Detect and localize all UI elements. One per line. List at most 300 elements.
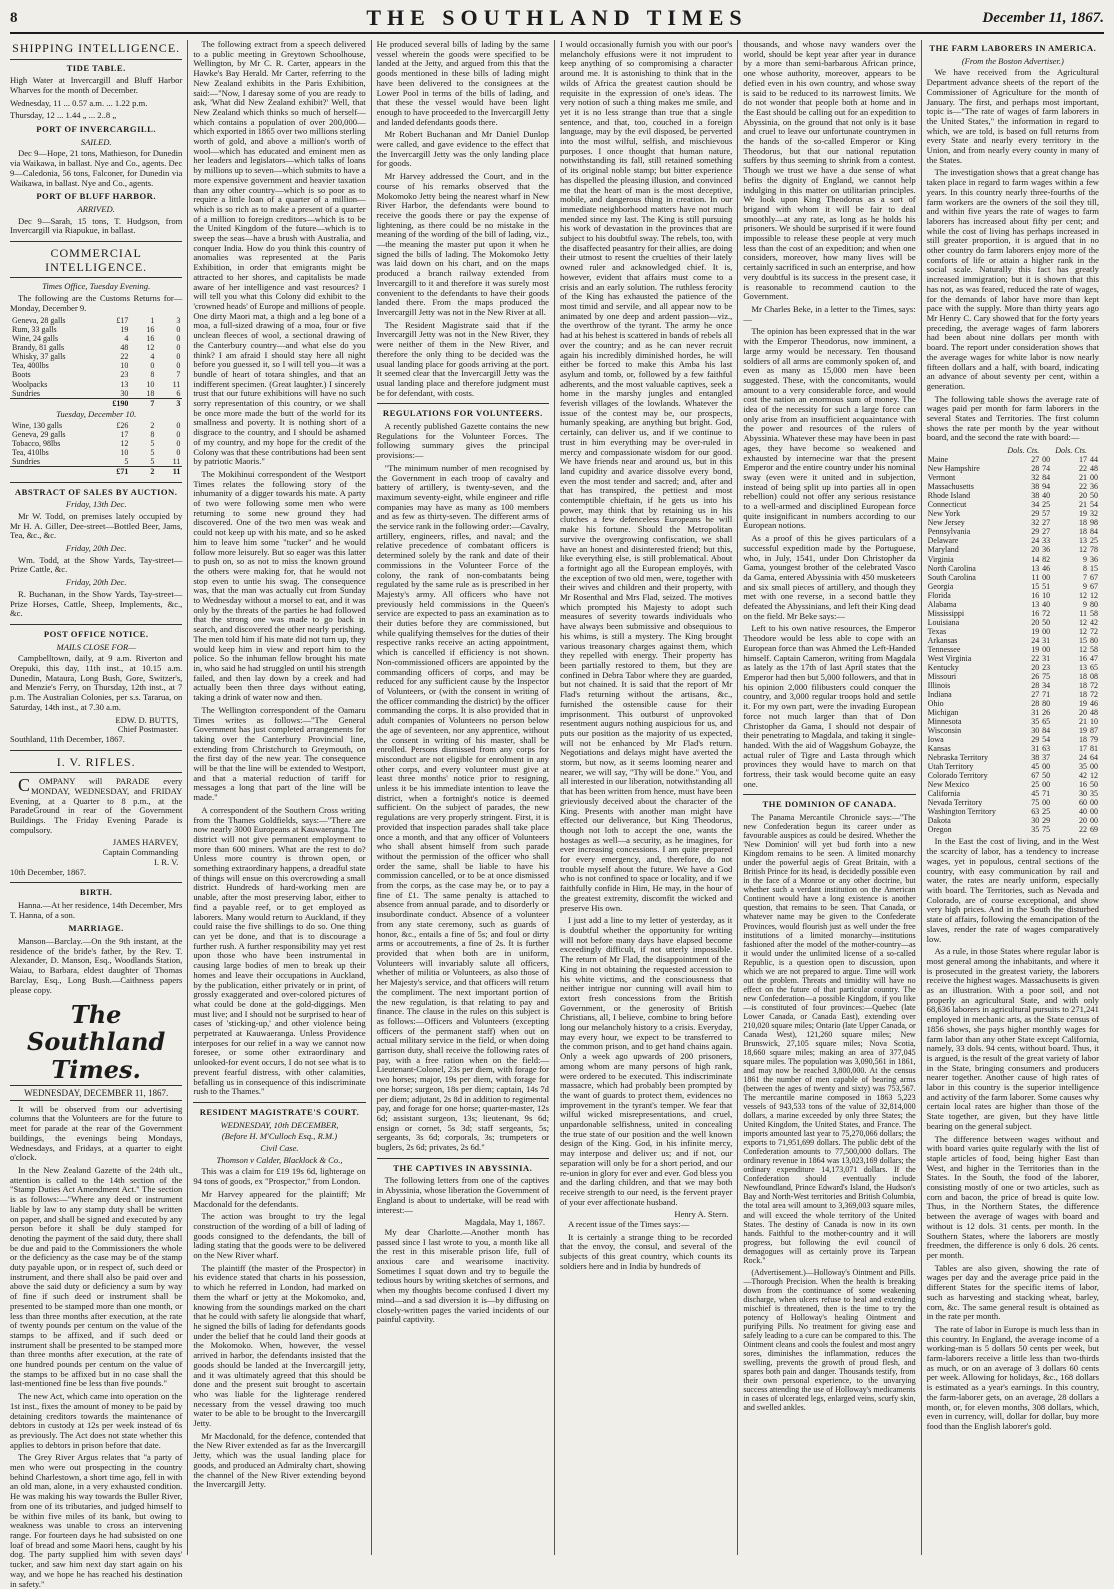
post-sub: MAILS CLOSE FOR— xyxy=(56,641,136,652)
returns-shillings: 12 xyxy=(146,343,155,353)
court-paragraph: This was a claim for £19 19s 6d, lighterage on 94 tons of goods, ex "Prospector," from London. xyxy=(193,1166,366,1187)
wages-row xyxy=(927,771,1099,780)
returns-pence: 0 xyxy=(176,439,181,449)
wages-state: Georgia xyxy=(927,581,954,591)
returns-row xyxy=(10,389,182,399)
wages-state: Illinois xyxy=(927,680,951,690)
wages-value: 75 xyxy=(1031,798,1040,808)
wages-state: Connecticut xyxy=(927,500,967,510)
wages-row xyxy=(927,825,1099,834)
wages-value: 50 xyxy=(1042,771,1051,781)
leader-paragraph: It will be observed from our advertising columns that the Volunteers are for the future to meet for parade at the rear of the Government buildings, the evenings being Mondays, Wednesdays, and Fridays, at a quarter to eight o'clock. xyxy=(10,1103,183,1163)
divider xyxy=(377,1158,549,1159)
rifles-date: 10th December, 1867. xyxy=(10,866,87,877)
wages-row xyxy=(927,473,1099,482)
wages-value: 26 xyxy=(1031,671,1040,681)
wages-value: 32 xyxy=(1031,473,1040,483)
returns-item: Tea, 410lbs xyxy=(12,448,49,458)
wages-value: 18 xyxy=(1079,680,1088,690)
wages-value: 30 xyxy=(1031,726,1040,736)
returns-item: Wine, 130 galls xyxy=(12,421,63,431)
rifles-signature-unit: I. R. V. xyxy=(154,856,179,867)
auction-date: Friday, 20th Dec. xyxy=(65,577,127,588)
returns-item: Woolpacks xyxy=(12,379,48,389)
wages-row xyxy=(927,627,1099,636)
farm-paragraph: We have received from the Agricultural Department advance sheets of the report of the Commissioner of Agriculture for the month of January. The first, and perhaps most important, topic is—"The rate of wages of farm laborers in the United States," the information in regard to which, we are told, is based on full returns from every State and nearly every territory in the Union, and from nearly every county in many of the States. xyxy=(926,67,1099,165)
court-paragraph: The Resident Magistrate said that if the Invercargill Jetty was not in the New River, they were neither of them in the New River, and therefore the only thing to be decided was the usual landing place for goods arriving at the port. It seemed clear that the Invercargill Jetty was the usual landing place and therefore judgment must be for defendant, with costs. xyxy=(376,319,549,398)
wages-value: 35 xyxy=(1031,825,1040,835)
auction-date: Friday, 20th Dec. xyxy=(65,543,127,554)
returns-row xyxy=(10,352,182,361)
wages-value: 84 xyxy=(1042,726,1051,736)
returns-pounds: 5 xyxy=(124,457,129,467)
wages-state: Ohio xyxy=(927,699,944,708)
returns-pounds: 12 xyxy=(120,439,129,449)
wages-value: 00 xyxy=(1089,762,1098,772)
wages-value: 12 xyxy=(1079,590,1088,600)
wages-value: 16 xyxy=(1031,608,1040,618)
tide-row: Wednesday, 11 ... 0.57 a.m. ... 1.22 p.m. xyxy=(10,97,148,108)
wages-value: 19 xyxy=(1079,699,1088,708)
wages-value: 00 xyxy=(1089,816,1098,826)
wages-value: 67 xyxy=(1089,572,1098,582)
wages-value: 22 xyxy=(1031,653,1040,663)
returns-shillings: 8 xyxy=(150,370,155,380)
leader-paragraph: The Grey River Argus relates that "a party of men who were out prospecting in the country behind Charlestown, a short time ago, fell in with an old man, alone, in a very exhausted condition. He was making his way towards the Buller River, from one of its tributaries, and judged himself to be within five miles of its bank, but owing to weakness was unable to cross an intervening range. For fourteen days he had subsisted on one loaf of bread and some Maori hens, caught by his dog. The party supplied him with seven days' tucker, and saw him next day start again on his way, and we hope he has reached his destination in safety." xyxy=(10,1452,183,1589)
wages-value: 18 xyxy=(1079,735,1088,745)
returns-item xyxy=(10,467,104,477)
wages-value: 35 xyxy=(1089,789,1098,799)
wages-value: 58 xyxy=(1089,644,1098,654)
wages-value: 94 xyxy=(1042,482,1051,492)
tide-table-heading: TIDE TABLE. xyxy=(66,62,126,73)
wages-value: 82 xyxy=(1042,554,1051,564)
wages-value: 87 xyxy=(1089,726,1098,736)
wages-value: 22 xyxy=(1079,825,1088,835)
issue-date: December 11, 1867. xyxy=(982,10,1104,26)
wages-state: Virginia xyxy=(927,554,954,564)
arrived-text: Dec 9—Sarah, 15 tons, T. Hudgson, from Invercargill via Riapukue, in ballast. xyxy=(10,215,183,236)
column-4 xyxy=(555,40,738,1555)
returns-pence: 7 xyxy=(176,370,181,380)
shipping-heading: SHIPPING INTELLIGENCE. xyxy=(10,42,182,60)
wages-value: 8 xyxy=(1083,563,1088,573)
returns-shillings: 10 xyxy=(146,379,155,389)
returns-pence: 3 xyxy=(176,316,181,326)
wages-row xyxy=(927,491,1099,500)
wages-value: 65 xyxy=(1089,662,1098,672)
returns-pence: 0 xyxy=(176,361,181,371)
auction-item: R. Buchanan, in the Show Yards, Tay-street—Prize Horses, Cattle, Sheep, Implements, &c., &c. xyxy=(10,588,183,619)
wages-header-row xyxy=(927,446,1099,455)
wages-value: 29 xyxy=(1031,735,1040,745)
farm-paragraph: The difference between wages without and with board varies quite regularly with the list of staple articles of food, being higher East than West, and higher in the Territories than in the States. In the South, the food of the laborer, consisting mostly of one or two articles, such as corn and bacon, the price of bread is quite low. Thus, in the Northern States, the difference between the average of wages with board and without is 12 dols. 31 cents. per month. In the Southern States, where the laborers are mostly freedmen, the difference is only 6 dols. 26 cents. per month. xyxy=(926,1133,1099,1260)
returns-pence: 0 xyxy=(176,448,181,458)
column-3 xyxy=(372,40,555,1555)
farm-paragraph: The investigation shows that a great change has taken place in regard to farm wages within a few years. In this country nearly three-fourths of the farm workers are the owners of the soil they till, and within five years the rate of wages to farm laborers has increased about fifty per cent; and while the cost of living has perhaps increased in still greater proportion, it is argued that in no other country do farm laborers enjoy more of the comforts of life or attain a higher rank in the social scale. Naturally this fact has greatly increased immigration; but it is shown that this has not, as was feared, reduced the rate of wages, for the demands of labor have more than kept pace with the supply. More than thirty years ago Mr Henry C. Cary showed that for the forty years preceding, the average wages of farm laborers had been about nine dollars per month with board. The report under consideration shows that the average wages for white labor is now nearly fifteen dollars and a half, with board, indicating an advance of about seventy per cent, within a generation. xyxy=(926,167,1099,391)
wages-value: 81 xyxy=(1089,744,1098,754)
wages-header-cell xyxy=(927,446,1004,455)
sailed-label: SAILED. xyxy=(80,136,112,147)
wages-value: 69 xyxy=(1089,825,1098,835)
wages-value: 80 xyxy=(1089,599,1098,609)
wages-row xyxy=(927,518,1099,527)
returns-shillings: 18 xyxy=(146,388,155,398)
marriage-heading: MARRIAGE. xyxy=(68,923,124,934)
masthead xyxy=(10,6,1104,34)
wages-value: 80 xyxy=(1042,699,1051,708)
wages-row xyxy=(927,753,1099,762)
divider xyxy=(10,241,182,242)
wages-value: 29 xyxy=(1031,509,1040,519)
divider xyxy=(743,794,915,795)
wages-value: 13 xyxy=(1031,563,1040,573)
returns-pounds: 22 xyxy=(120,352,129,362)
wages-value: 21 xyxy=(1079,500,1088,510)
wages-value: 27 xyxy=(1031,455,1040,465)
wages-state: West Virginia xyxy=(927,653,972,663)
wages-value: 34 xyxy=(1042,680,1051,690)
birth-heading: BIRTH. xyxy=(79,887,113,898)
wages-value: 75 xyxy=(1042,671,1051,681)
wages-row xyxy=(927,654,1099,663)
returns-row xyxy=(10,430,182,439)
wages-value: 72 xyxy=(1089,626,1098,636)
wages-value: 35 xyxy=(1031,717,1040,727)
wages-value: 31 xyxy=(1031,708,1040,718)
wages-state: New Jersey xyxy=(927,518,965,528)
returns-pounds: 48 xyxy=(120,343,129,353)
dominion-paragraph: The Panama Mercantile Chronicle says:—"The new Confederation begun its career under as favourable auspices as could be desired. Whether the 'New Dominion' will yet bud forth into a new Kingdom remains to be seen. A limited monarchy under the powerful aegis of Great Britain, with a British Prince for its head, is decidedly possible even in the face of a Monroe or any other doctrine, but whether such a verdant institution on the American Continent would have a long existence is another question, that remains to be seen. That Canada, or whatever name may be given to the Confederate Provinces, would flourish just as well under the free institutions of a limited monarchy—institutions fashioned after the model of the mother-country—as it would under the unlimited license of a so-called Republic, is a question open to discussion, upon which we are not prepared to argue. Time will work out the problem. Threats and timidity will have no effect on the future of that particular country. The new Confederation—a possible Kingdom, if you like—is constituted of four provinces:—Quebec (late Lower Canada, or Canada East), extending over 210,020 square miles; Ontario (late Upper Canada, or Canada West), 121,260 square miles; New Brunswick, 27,105 square miles; Nova Scotia, 18,660 square miles; making an area of 377,045 square miles. The population was 3,090,561 in 1861, and may now be reached 3,800,000. At the census 1861 the number of men capable of bearing arms (between the ages of twenty and sixty) was 753,567. The mercantile marine composed in 1863 5,223 vessels of 943,533 tons of the value of 32,814,000 dollars, a marine exceeded by only three States; the United Kingdom, the United States, and France. The imports amounted last year to 75,270,066 dollars; the exports to 71,951,699 dollars. The public debt of the Confederation amounts to 77,500,000 dollars. The ordinary revenue in 1864 was 13,023,169 dollars; the ordinary expenditure 14,173,071 dollars. If the Confederation should eventually include Newfoundland, Prince Edward's Island, the Hudson's Bay and North-West territories and British Columbia, the total area will amount to 3,369,003 square miles, and will exceed the whole territory of the United States. The destiny of Canada is now in its own hands. Faithful to the mother-country and it will progress, but following the evil council of demagogues will as certainly prove its Tarpean Rock." xyxy=(743,813,916,1265)
wages-value: 19 xyxy=(1031,626,1040,636)
rifles-heading: I. V. RIFLES. xyxy=(10,756,182,774)
post-text: Campbelltown, daily, at 9 a.m. Riverton and Orepuki, this day, 11th inst., at 10.15 a.m. Dunedin, Mataura, Long Bush, Gore, Switzer's, and Menzie's Ferry, on Thursday, 12th inst., at 7 p.m. The Australian Colonies, per s.s. Tararua, on Saturday, 14th inst., at 7.30 a.m. xyxy=(10,653,183,712)
wages-value: 32 xyxy=(1031,518,1040,528)
wages-value: 78 xyxy=(1089,545,1098,555)
leader-paragraph: In the New Zealand Gazette of the 24th ult., attention is called to the 14th section of the "Stamp Duties Act Amendment Act." The section is as follows:—"Where any deed or instrument liable by law to any stamp duty shall be written on paper, and shall be signed and executed by any person before it shall be duly stamped for denoting the payment of the said duty, there shall be due and paid to the Commissioners the whole or the deficiency as the case may be of the stamp duty payable upon, or in respect of, such deed or instrument, and there shall also be paid over and above the said duty or deficiency a sum by way of fine if such deed or instrument shall be presented to be stamped more than one month, or less than three months after execution, at the rate of twenty pounds per centum on the value of the stamps to be affixed, and if such deed or instrument shall be presented to be stamped more than three months after execution, at the rate of one hundred pounds per centum on the value of the stamps to be affixed but in no case shall the last-mentioned fine be less than five pounds." xyxy=(10,1164,183,1389)
marriage-notice: Manson—Barclay.—On the 9th instant, at the residence of the bride's father, by the Rev. T. Alexander, D. Manson, Esq., Woodlands Station, Waiau, to Barbara, eldest daughter of Thomas Barclay, Esq., Long Bush.—Caithness papers please copy. xyxy=(10,936,183,995)
wages-value: 24 xyxy=(1031,635,1040,645)
returns-shillings: 7 xyxy=(130,398,156,408)
wages-value: 32 xyxy=(1089,509,1098,519)
wages-row xyxy=(927,455,1099,464)
volunteers-paragraph: "The minimum number of men recognised by the Government in each troop of cavalry and battery of artillery, is twenty-seven, and the maximum seventy-eight, while engineer and rifle companies may have as many as 100 members and as few as thirty-seven. The different arms of the service rank in the following order:—Cavalry, artillery, engineers, rifles, and naval; and the relative precedence of combatant officers is determined solely by the rank and date of their commissions in the Volunteer Force of the colony, the rank of non-combatants being regulated by the same rule as is prescribed in her Majesty's army. All officers who have not previously held commissions in the Queen's service are expected to pass an examination as to their duties before they are commissioned, but while qualifying themselves for the duties of their respective ranks receive an acting appointment, which is cancelled if efficiency is not shown. Non-commissioned officers are appointed by the commanding officers of corps, and may be reduced for any sufficient cause by the Inspector of Volunteers, or (with the consent in writing of the officer commanding the district) by the officer commanding the corps. It is also provided that in adult companies of Volunteers no person below the age of seventeen, nor any apprentice, without the consent in writing of his master, shall be enrolled. Persons dismissed from any corps for misconduct are not eligible for enrolment in any other corps, and every volunteer must give at least three months' notice prior to resigning, unless it be his immediate intention to leave the district, when a fortnight's notice is deemed sufficient. On the subject of parades, the new regulations are very properly stringent. First, it is provided that inspection parades shall take place once a month, and that any officer of Volunteers who shall absent himself from such parade without the permission of the officer who shall order the same, shall be liable to have his commission cancelled, or to be at once dismissed from the corps, as the case may be, or to pay a fine of £1. The same penalty is attached to absence from annual parade, and to disorderly or insubordinate conduct. Absence of a volunteer from any state ceremony, such as guards of honor, &c., entails a fine of 5s; and foul or dirty arms or accoutrements, a fine of 2s. It is further provided that when both are in uniform, Volunteers will invariably salute all officers, whether of militia or Volunteers, as also those of her Majesty's service, and that officers will return the compliment. The next important portion of the new regulation, is that relating to pay and finance. The clause in the rules on this subject is as follows:—Officers and Volunteers (excepting officers of the permanent staff) when out on actual military service in the field, or when doing garrison duty, shall receive the following rates of pay, with a free ration when on the field:—Lieutenant-Colonel, 23s per diem, with forage for two horses; major, 19s per diem, with forage for one horse; surgeon, 18s per diem; captain, 14s 7d per diem; adjutant, 2s 8d in addition to regimental pay, and forage for one horse; quarter-master, 12s 6d; assistant surgeon, 13s; lieutenant, 9s 6d; ensign or cornet, 5s 3d; staff sergeants, 5s; sergeants, 3s 6d; corporals, 3s; trumpeters or buglers, 2s 6d; privates, 2s 6d." xyxy=(376,462,549,1153)
returns-pence: 11 xyxy=(172,379,181,389)
wages-value: 46 xyxy=(1089,699,1098,708)
wages-value: 30 xyxy=(1079,789,1088,799)
auction-date: Friday, 13th Dec. xyxy=(65,499,127,510)
wages-value: 79 xyxy=(1089,735,1098,745)
wages-value: 10 xyxy=(1089,717,1098,727)
returns-pounds: 10 xyxy=(120,361,129,371)
rifles-signature: JAMES HARVEY, xyxy=(112,837,179,848)
returns-shillings: 2 xyxy=(130,467,156,477)
wages-table xyxy=(927,446,1099,834)
wages-value: 00 xyxy=(1089,798,1098,808)
sailed-text: Dec 9—Hope, 21 tons, Mathieson, for Dunedin via Waikawa, in ballast. Nye and Co., agents. Dec 9—Caledonia, 56 tons, Falconer, for Dunedin via Waikawa, in ballast. Nye and Co., agents. xyxy=(10,148,183,188)
wages-header-cell: Dols. Cts. xyxy=(1055,446,1088,456)
returns-row xyxy=(10,448,182,457)
captives-intro: The following letters from one of the captives in Abyssinia, whose liberation the Government of England is about to undertake, will be read with interest:— xyxy=(376,1175,549,1215)
wages-state: Nevada Territory xyxy=(927,798,983,808)
wages-value: 72 xyxy=(1089,680,1098,690)
tuesday-label: Tuesday, December 10. xyxy=(56,408,137,419)
wages-value: 63 xyxy=(1031,807,1040,817)
returns-pounds: £17 xyxy=(116,316,129,326)
wages-value: 44 xyxy=(1089,455,1098,465)
wages-value: 08 xyxy=(1089,671,1098,681)
wages-value: 21 xyxy=(1079,717,1088,727)
wages-value: 12 xyxy=(1079,626,1088,636)
volunteers-heading: REGULATIONS FOR VOLUNTEERS. xyxy=(382,408,543,419)
wages-row xyxy=(927,681,1099,690)
wages-state: Michigan xyxy=(927,708,959,718)
wages-value: 20 xyxy=(1079,708,1088,718)
wages-state: Oregon xyxy=(927,825,952,835)
wages-value: 35 xyxy=(1079,762,1088,772)
letter-paragraph: I just add a line to my letter of yesterday, as it is doubtful whether the opportunity for writing will not before many days have elapsed become exceedingly difficult, if not utterly impossible. The return of Mr Flad, the disappointment of the King in not obtaining the requested accession to his white victims, and the consciousness that neither intrigue nor cunning will avail him to extort fresh concessions from the British Government, or the generosity of British Christians, all, I believe, combine to bring before long our melancholy history to a crisis. Everyday, may every hour, we expect to be transferred to the common prison, and to get hand chains again. Only a week ago upwards of 200 prisoners, among whom are many persons of high rank, were ordered to be executed. This indiscriminate massacre, which had probably been prompted by the want of guards to protect them, evidences no improvement in the tyrant's temper. We fear that wilful wicked misrepresentations, and cruel, unpardonable selfishness, united in concealing the true state of our position and the well known design of the King. God, in his infinite mercy, may interpose and deliver us; and if not, our separation will only be for a short period, and our re-union in glory for ever and ever. God bless you and the darling children, and that we may both receive strength to our need, is the fervent prayer of your ever affectionate husband. xyxy=(559,915,733,1207)
divider xyxy=(10,750,182,751)
wages-value: 10 xyxy=(1042,590,1051,600)
wages-value: 25 xyxy=(1031,780,1040,790)
wages-value: 7 xyxy=(1083,572,1088,582)
newspaper-flag: The Southland Times. xyxy=(27,1000,166,1084)
times-office: Times Office, Tuesday Evening. xyxy=(42,281,151,292)
wages-value: 17 xyxy=(1079,744,1088,754)
wages-value: 74 xyxy=(1042,464,1051,474)
returns-pounds: 30 xyxy=(120,388,129,398)
wages-row xyxy=(927,536,1099,545)
returns-pence: 0 xyxy=(176,352,181,362)
wages-value: 25 xyxy=(1089,536,1098,546)
wages-value: 12 xyxy=(1089,590,1098,600)
wages-value: 16 xyxy=(1079,780,1088,790)
wages-value: 27 xyxy=(1042,518,1051,528)
wages-value: 29 xyxy=(1042,816,1051,826)
wages-value: 36 xyxy=(1089,554,1098,564)
wages-value: 51 xyxy=(1042,581,1051,591)
wages-value: 45 xyxy=(1031,762,1040,772)
wages-row xyxy=(927,807,1099,816)
wages-state: Maryland xyxy=(927,545,959,555)
post-office-heading: POST OFFICE NOTICE. xyxy=(43,628,149,639)
returns-pounds: £26 xyxy=(116,421,129,431)
wages-value: 28 xyxy=(1031,699,1040,708)
wages-state: Vermont xyxy=(927,473,956,483)
court-paragraph: Mr Harvey addressed the Court, and in the course of his remarks observed that the Mokomoko Jetty being the nearest wharf in New River Harbor, the defendants were bound to receive the goods there or pay the expense of lightening, as there could be no mistake in the meaning of the wording of the bill of lading, viz.,—the meaning the master put upon it when he signed the bills of lading. The Mokomoko Jetty was laid down on his chart, and on the maps produced a branch railway extended from Invercargill to it and therefore it was surely most convenient to the defendants to have their goods landed there. From the maps produced the Invercargill Jetty was not in the New River at all. xyxy=(376,171,549,317)
rifles-signature-title: Captain Commanding xyxy=(102,847,179,858)
wages-value: 72 xyxy=(1042,608,1051,618)
wages-state: Florida xyxy=(927,590,951,600)
returns-row xyxy=(10,439,182,448)
wages-row xyxy=(927,708,1099,717)
wages-value: 54 xyxy=(1089,500,1098,510)
wages-row xyxy=(927,527,1099,536)
wages-value: 19 xyxy=(1079,509,1088,519)
wages-value: 00 xyxy=(1042,798,1051,808)
wages-value: 9 xyxy=(1083,581,1088,591)
wages-value: 13 xyxy=(1079,536,1088,546)
port-bluff-heading: PORT OF BLUFF HARBOR. xyxy=(36,191,157,202)
divider xyxy=(377,403,549,404)
returns-pounds: £71 xyxy=(104,467,130,477)
returns-item: Rum, 33 galls xyxy=(12,325,57,335)
returns-item: Wine, 24 galls xyxy=(12,334,59,344)
farm-paragraph: Tables are also given, showing the rate of wages per day and the average price paid in the different States for the specific items of labor, such as harvesting and stacking wheat, barley, corn, &c. The same general result is obtained as in the rate per month. xyxy=(926,1262,1099,1322)
wages-value: 12 xyxy=(1079,617,1088,627)
wages-value: 24 xyxy=(1031,536,1040,546)
auction-item: Wm. Todd, at the Show Yards, Tay-street—Prize Cattle, &c. xyxy=(10,554,183,575)
wages-row xyxy=(927,744,1099,753)
wages-value: 25 xyxy=(1042,500,1051,510)
wages-value: 14 xyxy=(1031,554,1040,564)
wages-value: 15 xyxy=(1031,581,1040,591)
wages-value: 18 xyxy=(1079,689,1088,699)
court-paragraph: He produced several bills of lading by the same vessel wherein the goods were specified to be landed at the Jetty, and argued from this that the goods mentioned in these bills of lading might have been delivered to the consignees at the Lower Pool in terms of the bills of lading, and that these the vessel would have been light enough to have proceeded to the Invercargill Jetty and landed defendants goods there. xyxy=(376,39,549,127)
returns-pence: 3 xyxy=(156,398,182,408)
wages-value: 42 xyxy=(1089,617,1098,627)
wages-value: 38 xyxy=(1031,753,1040,763)
wages-row xyxy=(927,816,1099,825)
returns-row xyxy=(10,361,182,370)
wages-value: 63 xyxy=(1042,744,1051,754)
dominion-heading: THE DOMINION OF CANADA. xyxy=(762,799,897,810)
returns-item: Geneva, 29 galls xyxy=(12,430,66,440)
wages-value: 40 xyxy=(1042,599,1051,609)
wages-value: 11 xyxy=(1031,572,1040,582)
wages-value: 12 xyxy=(1089,771,1098,781)
returns-pence: 0 xyxy=(176,343,181,353)
returns-item xyxy=(10,398,104,408)
wages-row xyxy=(927,591,1099,600)
wages-value: 42 xyxy=(1079,771,1088,781)
returns-shillings: 1 xyxy=(150,316,155,326)
wages-value: 20 xyxy=(1031,617,1040,627)
returns-pounds: 19 xyxy=(120,325,129,335)
court-paragraph: Mr Robert Buchanan and Mr Daniel Dunlop were called, and gave evidence to the effect that the Invercargill Jetty was the only landing place for goods. xyxy=(376,129,549,169)
wages-row xyxy=(927,663,1099,672)
wages-state: North Carolina xyxy=(927,563,976,573)
wages-value: 15 xyxy=(1079,635,1088,645)
wages-value: 9 xyxy=(1083,554,1088,564)
wages-state: Minnesota xyxy=(927,717,962,727)
court-date: WEDNESDAY, 10th DECEMBER, xyxy=(220,1119,339,1130)
wages-value: 48 xyxy=(1089,464,1098,474)
post-signature: EDW. D. BUTTS, xyxy=(115,714,179,725)
returns-shillings: 8 xyxy=(150,430,155,440)
wages-row xyxy=(927,609,1099,618)
arrived-label: ARRIVED. xyxy=(77,203,115,214)
wages-state: Indiana xyxy=(927,689,952,699)
farm-paragraph: In the East the cost of living, and in the West the scarcity of labor, has a tendency to increase wages, yet in populous, central sections of the country, with easy communication by rail and water, the rates are nearly uniform, especially with board. The Territories, such as Nevada and Colorado, are of course exceptional, and show very high prices. And in the South the disturbed state of affairs, following the emancipation of the slaves, render the rate of wages comparatively low. xyxy=(926,836,1099,944)
wages-value: 22 xyxy=(1079,464,1088,474)
wages-value: 27 xyxy=(1042,527,1051,537)
captives-letter-date: Magdala, May 1, 1867. xyxy=(464,1217,545,1228)
wages-header-cell xyxy=(1040,446,1051,455)
article-paragraph: thousands, and whose navy wanders over the world, should be kept year after year in durance by a more than semi-barbarous African prince, one whose authority, moreover, appears to be defied even in his own country, and whose sway is said to be reduced to its narrowest limits. We do not wonder that people both at home and in the East should be calling out for an expedition to Abyssinia, on the ground that not only is it base and cruel to leave our unfortunate countrymen in the hands of the so-called Emperor or King Theodorus, but that our national reputation suffers by thus seeming to shrink from a contest. Though we trust we have a due sense of what befits the dignity of England, we cannot help indulging in this matter on utilitarian principles. We look upon King Theodorus as a sort of brigand with whom it will be fair to deal smoothly—at any rate, as long as he holds his prisoners. We should be surprised if it were found impossible to release these people at very much less than the cost of an expedition; and when one considers, moreover, how many lives will be certainly sacrificed in such an enterprise, and how very doubtful is its success in the present case, it is reasonable to recommend caution to the Government. xyxy=(743,39,916,302)
wages-row xyxy=(927,509,1099,518)
wages-value: 12 xyxy=(1079,644,1088,654)
wages-value: 00 xyxy=(1089,473,1098,483)
returns-item: Tobacco, 98lbs xyxy=(12,439,61,449)
returns-item: Tea, 400lbs xyxy=(12,361,49,371)
wages-value: 34 xyxy=(1031,500,1040,510)
times-says: A recent issue of the Times says:— xyxy=(567,1219,690,1230)
court-paragraph: Mr Harvey appeared for the plaintiff; Mr Macdonald for the defendants. xyxy=(193,1188,366,1209)
court-paragraph: The plaintiff (the master of the Prospector) in his evidence stated that charts in his possession, to which he referred in London, had marked on them the wharf or jetty at the Mokomoko, and, knowing from the soundings marked on the chart that he could with safety lie alongside that wharf, he signed the bills of lading for defendants goods under the belief that he could land their goods at the Mokomoko. When, however, the vessel arrived in harbor, the defendants insisted that the goods should be landed at the Invercargill jetty, and it was ultimately agreed that this should be done and the present suit brought to ascertain who was liable for the lighterage rendered necessary from the vessel drawing too much water to be able to be brought to the Invercargill Jetty. xyxy=(193,1262,366,1429)
wages-row xyxy=(927,717,1099,726)
column-1 xyxy=(10,40,188,1589)
wages-value: 31 xyxy=(1042,653,1051,663)
article-paragraph: A correspondent of the Southern Cross writing from the Thames Goldfields, says:—"There are now nearly 3000 Europeans at Kauwaeranga. The district will not give permanent employment to more than 600 miners. What are the rest to do? Unless more country is thrown open, or something extraordinary happens, a dreadful state of things will ensue on this overcrowding a small district. Hundreds of hard-working men are unable, after the most preserving labor, either to find a payable reef, or to get employed as laborers. Many would return to Auckland, if they could raise the five shillings to do so. One thing can yet be done, and that is to discourage a further rush. A further responsibility may yet rest upon those who have been instrumental in causing large bodies of men to break up their homes and leave their occupations in Auckland, by the publication, either privately or in print, of grossly exaggerated and over-colored pictures of what could be done at the gold-diggings. Men must live; and I should not be surprised to hear of cases of 'sticking-up,' and other violence being perpetrated at Kauwaeranga. Unless Providence interposes for our relief in a way we cannot now foresee, or some other extraordinary and unlooked-for event occurs, I do not see what is to prevent fearful distress, with other calamities, befalling us in consequence of this indiscriminate rush to the Thames." xyxy=(193,804,366,1097)
returns-item: Boots xyxy=(12,370,31,380)
wages-value: 36 xyxy=(1089,482,1098,492)
wages-value: 18 xyxy=(1079,518,1088,528)
wages-value: 18 xyxy=(1079,527,1088,537)
birth-notice: Hanna.—At her residence, 14th December, Mrs T. Hanna, of a son. xyxy=(10,899,183,920)
wages-value: 64 xyxy=(1089,753,1098,763)
returns-pounds: 4 xyxy=(124,334,129,344)
returns-row xyxy=(10,380,182,389)
wages-state: Pennsylvania xyxy=(927,527,971,537)
wages-value: 15 xyxy=(1089,563,1098,573)
wages-value: 23 xyxy=(1042,662,1051,672)
wages-value: 65 xyxy=(1042,717,1051,727)
wages-row xyxy=(927,573,1099,582)
wages-value: 17 xyxy=(1079,455,1088,465)
wages-value: 20 xyxy=(1079,491,1088,501)
wages-row xyxy=(927,545,1099,554)
wages-row xyxy=(927,735,1099,744)
captives-heading: THE CAPTIVES IN ABYSSINIA. xyxy=(393,1162,533,1173)
returns-row xyxy=(10,343,182,352)
wages-value: 50 xyxy=(1089,491,1098,501)
wages-value: 26 xyxy=(1042,708,1051,718)
returns-item: Whisky, 37 galls xyxy=(12,352,66,362)
returns-pence: 0 xyxy=(176,334,181,344)
wages-value: 24 xyxy=(1079,753,1088,763)
wages-value: 00 xyxy=(1042,780,1051,790)
wages-header-cell xyxy=(1088,446,1099,455)
returns-item: Sundries xyxy=(12,457,40,467)
wages-row xyxy=(927,762,1099,771)
wages-row xyxy=(927,636,1099,645)
wages-value: 00 xyxy=(1042,455,1051,465)
times-paragraph: It is certainly a strange thing to be recorded that the envoy, the consul, and several of the subjects of this great country, which counts its soldiers here and in India by hundreds of xyxy=(559,1231,733,1271)
article-paragraph: Left to his own native resources, the Emperor Theodore would be less able to cope with an European force than was Ahmed the Left-Handed himself. Captain Cameron, writing from Magdala as lately as the 17th of last April states that the Emperor had then but 5,000 followers, and that in his opinion 2,000 filibusters could conquer the country, and 3,000 regular troops hold and settle it. For my own part, were the invading European force not much larger than that of Don Christopher da Gama, I should not despair of their penetrating to Magdala, and taking it single-handed. With the aid of Waggshum Gobayze, the actual ruler of Tigre and Lasta through which provinces they would have to march on that fortress, their task would become quite an easy one. xyxy=(743,623,916,789)
wages-state: Maine xyxy=(927,455,949,465)
returns-pounds: 23 xyxy=(120,370,129,380)
wages-value: 13 xyxy=(1079,662,1088,672)
wages-row xyxy=(927,464,1099,473)
wages-row xyxy=(927,482,1099,491)
post-date: Southland, 11th December, 1867. xyxy=(10,733,125,744)
wages-state: Missouri xyxy=(927,671,957,681)
returns-shillings: 16 xyxy=(146,325,155,335)
wages-value: 00 xyxy=(1042,762,1051,772)
article-paragraph: The following extract from a speech delivered to a public meeting in Greytown Schoolhouse, Wellington, by Mr C. R. Carter, appears in the Hawke's Bay Herald. Mr Carter, referring to the New Zealand exhibits in the Paris Exhibition, said:—"Now, I daresay some of you are ready to ask, 'What did New Zealand exhibit?' Well, that New Zealand which thinks so much of herself—which contains a population of over 200,000—which exported in 1865 over two millions sterling worth of gold, and above a million's worth of wool—which has educated and eminent men as her leaders and legislators—which talks of loans by millions up to seven—which submits to have a more expensive government and heavier taxation than any other country—which is so poor as to require a little loan of a quarter of a million—which is so rich as to make a present of a quarter of a million to foreign creditors—which is to be the United Kingdom of the future—which is to sweep the seas—have a brush with Australia, and conquer India. How do you think this country of anomalies was represented at the Paris Exhibition, in order that emigrants might be attracted to her shores, and capitalists be made aware of her intelligence and vast resources? I will tell you what this Colony did exhibit to the 'crowned heads' of Europe and millions of people. One dirty Maori mat, a thigh and a leg bone of a moa, a full-sized drawing of a moa, four or five unclean fleeces of wool, a sectional drawing of the Canterbury country—and what else do you think? I am afraid I should stay here all night before you guessed it, so I will tell you—it was a bundle of heart of totara shingles, and that an indifferent specimen. (Great laughter.) I sincerely trust that our future exhibitions will have no such sorry representation of this country, or we shall be once more made the butt of the world for its smallness and poverty. It is nothing short of a disgrace to the country, and I should be ashamed of my country, and my hope for the credit of the Colony was that these contributions had been sent by patriotic Maoris." xyxy=(193,39,366,467)
auction-heading: ABSTRACT OF SALES BY AUCTION. xyxy=(14,486,178,497)
returns-pence: 6 xyxy=(176,388,181,398)
returns-shillings: 4 xyxy=(150,352,155,362)
divider xyxy=(193,1102,365,1103)
wages-value: 20 xyxy=(1031,662,1040,672)
farm-paragraph: The following table shows the average rate of wages paid per month for farm laborers in the several States and Territories. The first column shows the rate per month by the year without board, and the second the rate with board:— xyxy=(926,393,1099,443)
farm-paragraph: The rate of labor in Europe is much less than in this country. In England, the average income of a working-man is 5 dollars 50 cents per week, but farm-laborers receive a little less than two-thirds as much, or on an average of 3 dollars 60 cents per week. Allowing for holidays, &c., 168 dollars is estimated as a year's earnings. In this country, the farm-laborer gets, on an average, 28 dollars a month, or, for eleven months, 308 dollars, which, even in currency, will, dollar for dollar, buy more food than the English laborer's gold. xyxy=(926,1323,1099,1431)
tide-row: Thursday, 12 ... 1.44 „ ... 2..8 „ xyxy=(10,110,117,121)
wages-value: 72 xyxy=(1089,689,1098,699)
wages-value: 48 xyxy=(1089,708,1098,718)
